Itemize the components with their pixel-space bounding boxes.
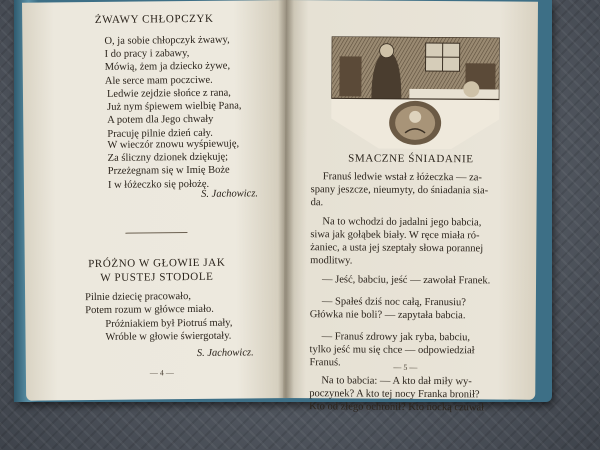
verse-line: O, ja sobie chłopczyk żwawy, (104, 34, 230, 47)
text-line: Kto od złego ochronił? Kto nocką czuwał (309, 401, 485, 414)
text-line: siwa jak gołąbek biały. W ręce miała ró- (310, 229, 480, 242)
poem-stanza (107, 137, 239, 191)
section-divider (125, 232, 187, 234)
poem-author: S. Jachowicz. (196, 347, 254, 359)
paragraph (321, 374, 472, 388)
paragraph (322, 330, 471, 344)
text-line: żaniec, a usta jej szeptały słowa porannej (310, 242, 484, 255)
verse-line: I do pracy i zabawy, (104, 48, 190, 61)
verse-line: Mówią, żem ja dziecko żywe, (104, 60, 231, 74)
text-line: — Spałeś dziś noc całą, Franusiu? (321, 296, 466, 309)
paragraph (323, 170, 482, 184)
paragraph (322, 273, 490, 287)
poem-stanza (85, 290, 214, 318)
verse-line: Już nym śpiewem wielbię Pana, (107, 100, 242, 114)
text-line: — Franuś zdrowy jak ryba, babciu, (321, 331, 471, 344)
poem-title-line: PRÓŻNO W GŁOWIE JAK (88, 256, 226, 271)
text-line: Na to wchodzi do jadalni jego babcia, (322, 216, 482, 229)
right-page (283, 0, 538, 414)
paragraph (322, 215, 481, 229)
story-title: SMACZNE ŚNIADANIE (348, 152, 474, 166)
paragraph (311, 183, 489, 211)
text-line: Franuś. (309, 357, 341, 369)
book-gutter-shadow (278, 0, 294, 398)
verse-line: A potem dla Jego chwały (107, 114, 214, 127)
verse-line: Ale serce mam poczciwe. (104, 74, 213, 87)
verse-line: Próżniakiem był Piotruś mały, (105, 317, 233, 330)
paragraph (322, 295, 466, 309)
poem-stanza (105, 317, 232, 345)
poem-title-zwawy-chlopczyk: ŻWAWY CHŁOPCZYK (94, 12, 214, 27)
breakfast-illustration (331, 36, 500, 149)
poem-title-line: W PUSTEJ STODOLE (100, 270, 214, 284)
text-line: Na to babcia: — A kto dał miły wy- (321, 375, 472, 388)
verse-line: Ledwie zejdzie słońce z rana, (106, 87, 231, 100)
page-number: — 4 — (149, 368, 174, 378)
verse-line: W wieczór znowu wyśpiewuję, (107, 138, 240, 151)
paragraph (309, 387, 484, 415)
verse-line: Pilnie dziecię pracowało, (85, 291, 192, 304)
left-page (22, 0, 290, 401)
verse-line: Za śliczny dzionek dziękuję; (107, 151, 229, 165)
poem-stanza (107, 86, 242, 140)
text-line: Główka nie boli? — zapytała babcia. (309, 309, 466, 322)
text-line: tylko jeść mu się chce — odpowiedział (309, 344, 475, 357)
paragraph (310, 228, 483, 269)
text-line: modlitwy. (310, 255, 353, 267)
verse-line: Przeżegnam się w Imię Boże (107, 165, 230, 178)
page-number: — 5 — (393, 362, 418, 372)
text-line: — Jeść, babciu, jeść — zawołał Franek. (322, 274, 491, 287)
poem-stanza (104, 34, 230, 88)
text-line: Franuś ledwie wstał z łóżeczka — za- (322, 171, 482, 184)
text-line: spany jeszcze, nieumyty, do śniadania sia- (310, 184, 489, 197)
text-line: poczynek? A kto tej nocy Franka bronił? (309, 388, 480, 401)
paragraph (310, 308, 466, 322)
poem-author: S. Jachowicz. (201, 188, 259, 200)
story-text (309, 170, 529, 414)
text-line: da. (310, 197, 324, 209)
verse-line: Wróble w głowie świergotały. (105, 330, 232, 344)
verse-line: Pracuję pilnie dzień cały. (107, 127, 213, 140)
verse-line: Potem rozum w główce miało. (85, 303, 214, 317)
paragraph (309, 343, 474, 371)
verse-line: I w łóżeczko się położę. (107, 178, 210, 191)
